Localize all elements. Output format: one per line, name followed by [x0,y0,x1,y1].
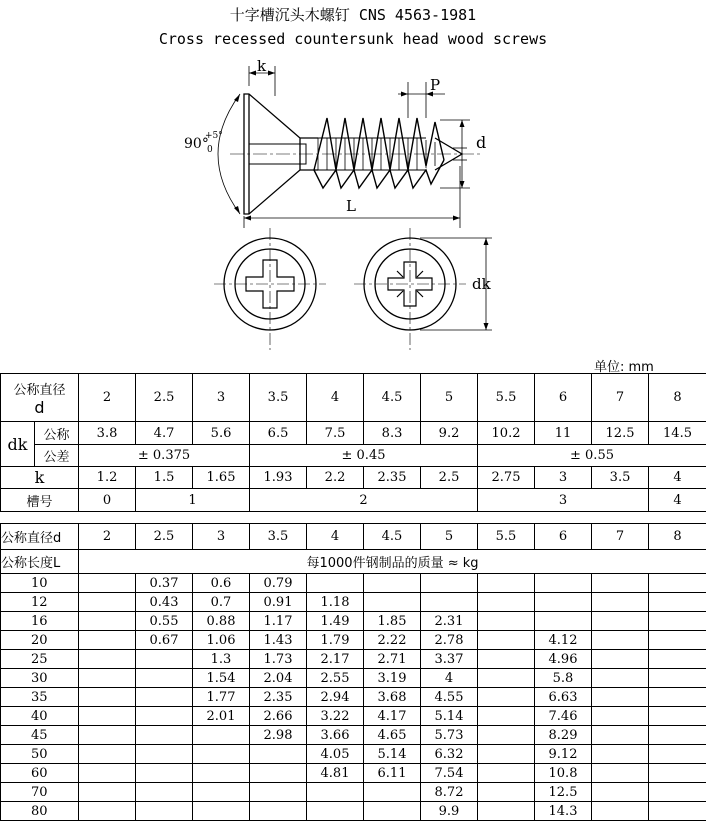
mass-cell: 1.18 [307,593,364,612]
cell: 2.75 [478,467,535,489]
mass-cell [193,745,250,764]
mass-cell [136,764,193,783]
mass-cell [136,783,193,802]
mass-row [1,783,706,802]
mass-cell: 3.19 [364,669,421,688]
mass-cell [592,783,649,802]
length-cell: 80 [1,802,79,821]
label-nominal-diameter: 公称直径 d [1,374,79,422]
mass-cell [478,593,535,612]
mass-cell: 4 [421,669,478,688]
mass-cell [649,574,706,593]
row-d [1,374,706,422]
mass-row [1,669,706,688]
mass-cell: 9.9 [421,802,478,821]
mass-cell [592,764,649,783]
cell: 6.5 [250,422,307,445]
mass-cell [79,612,136,631]
mass-cell [478,745,535,764]
mass-cell: 1.49 [307,612,364,631]
mass-cell [79,764,136,783]
mass-cell [478,631,535,650]
cell: 5 [421,524,478,550]
mass-cell: 14.3 [535,802,592,821]
length-cell: 60 [1,764,79,783]
mass-table [0,523,706,821]
mass-cell [79,669,136,688]
mass-cell [592,574,649,593]
cell: 4 [649,467,706,489]
mass-cell: 6.11 [364,764,421,783]
mass-cell: 3.37 [421,650,478,669]
mass-cell: 0.6 [193,574,250,593]
mass-cell [649,745,706,764]
mass-cell [649,593,706,612]
mass-cell: 0.7 [193,593,250,612]
head-top-view-pozi [354,228,466,350]
mass-cell [592,726,649,745]
angle-tolerance-lower: 0 [207,145,213,155]
cell: 8 [649,524,706,550]
mass-cell [136,745,193,764]
mass-cell [79,783,136,802]
cell: 3 [193,374,250,422]
label-d: d [476,133,487,152]
mass-cell: 2.01 [193,707,250,726]
mass-cell: 2.31 [421,612,478,631]
row-slot [1,489,706,512]
length-cell: 40 [1,707,79,726]
mass-cell: 0.88 [193,612,250,631]
mass-cell: 0.55 [136,612,193,631]
cell: ± 0.45 [250,445,478,467]
mass-cell [478,650,535,669]
mass-cell [79,802,136,821]
cell: 2 [79,524,136,550]
label-dk: dk [472,275,491,293]
mass-cell [649,650,706,669]
row-dk-tolerance [1,445,706,467]
angle-tolerance-upper: +5° [205,131,223,141]
mass-cell [193,783,250,802]
mass-cell: 2.78 [421,631,478,650]
mass-cell [421,593,478,612]
length-cell: 16 [1,612,79,631]
mass-cell: 1.17 [250,612,307,631]
mass-cell [649,688,706,707]
cell: 3 [193,524,250,550]
cell: 5 [421,374,478,422]
mass-cell: 1.79 [307,631,364,650]
mass-cell: 2.17 [307,650,364,669]
mass-cell: 0.91 [250,593,307,612]
mass-cell: 0.37 [136,574,193,593]
mass-cell: 1.85 [364,612,421,631]
mass-cell: 8.29 [535,726,592,745]
mass-cell [649,764,706,783]
mass-cell [136,726,193,745]
cell: 2.5 [136,374,193,422]
label-L: L [346,197,356,215]
mass-cell [649,669,706,688]
mass-cell [478,612,535,631]
label-dk-nominal: 公称 [35,422,79,445]
mass-cell: 4.81 [307,764,364,783]
cell: 7.5 [307,422,364,445]
mass-cell [535,593,592,612]
cell: 3 [478,489,649,512]
mass-cell: 4.05 [307,745,364,764]
cell: 7 [592,374,649,422]
mass-cell: 4.65 [364,726,421,745]
mass-cell [307,802,364,821]
mass-cell: 5.14 [364,745,421,764]
cell: 4.5 [364,374,421,422]
mass-cell [193,802,250,821]
unit-label: 单位: mm [594,360,654,375]
mass-cell [79,726,136,745]
cell: 4 [307,524,364,550]
cell: 3.5 [592,467,649,489]
mass-cell [478,783,535,802]
angle-main: 90° [184,136,209,152]
cell: 12.5 [592,422,649,445]
mass-cell [478,574,535,593]
mass-cell: 2.55 [307,669,364,688]
title-chinese: 十字槽沉头木螺钉 CNS 4563-1981 [229,6,477,24]
mass-cell [79,745,136,764]
mass-cell [592,650,649,669]
mass-cell [79,650,136,669]
mass-cell [592,802,649,821]
mass-row [1,764,706,783]
mass-row [1,650,706,669]
cell: 4 [649,489,706,512]
mass-cell [136,669,193,688]
mass-cell: 5.8 [535,669,592,688]
mass-cell: 7.46 [535,707,592,726]
mass-cell [478,802,535,821]
cell: 9.2 [421,422,478,445]
mass-cell [535,612,592,631]
mass-cell [649,726,706,745]
mass-cell: 1.43 [250,631,307,650]
mass-cell [421,574,478,593]
length-cell: 30 [1,669,79,688]
cell: 2.35 [364,467,421,489]
mass-cell: 10.8 [535,764,592,783]
mass-cell: 8.72 [421,783,478,802]
length-cell: 10 [1,574,79,593]
mass-cell: 1.3 [193,650,250,669]
mass-cell [364,802,421,821]
mass-cell [364,783,421,802]
mass-cell [592,669,649,688]
row-mass-d [1,524,706,550]
mass-cell [250,802,307,821]
dimension-table [0,373,706,512]
mass-cell: 1.54 [193,669,250,688]
cell: 8 [649,374,706,422]
cell: 1.2 [79,467,136,489]
mass-row [1,745,706,764]
cell: 8.3 [364,422,421,445]
mass-cell: 2.66 [250,707,307,726]
cell: 14.5 [649,422,706,445]
mass-cell: 3.22 [307,707,364,726]
mass-cell [79,688,136,707]
mass-cell: 1.73 [250,650,307,669]
label-slot-number: 槽号 [1,489,79,512]
mass-cell [79,574,136,593]
length-cell: 70 [1,783,79,802]
mass-cell [307,783,364,802]
label-nominal-length: 公称长度L [1,550,79,574]
row-mass-caption [1,550,706,574]
cell: 3 [535,467,592,489]
mass-cell: 0.67 [136,631,193,650]
cell: 5.5 [478,374,535,422]
cell: 10.2 [478,422,535,445]
mass-cell [307,574,364,593]
mass-cell [649,802,706,821]
title-english: Cross recessed countersunk head wood screws [158,30,548,48]
mass-cell [136,650,193,669]
length-cell: 50 [1,745,79,764]
mass-cell: 4.55 [421,688,478,707]
cell: 3.8 [79,422,136,445]
mass-cell: 4.12 [535,631,592,650]
mass-cell: 6.32 [421,745,478,764]
screw-threads [314,118,444,188]
cell: 2.5 [421,467,478,489]
cell: 11 [535,422,592,445]
mass-cell [193,764,250,783]
mass-row [1,574,706,593]
cell: 1.93 [250,467,307,489]
label-k: k [257,57,267,75]
cell: 6 [535,524,592,550]
mass-row [1,726,706,745]
mass-cell [250,764,307,783]
mass-cell [478,688,535,707]
mass-cell [592,612,649,631]
mass-cell: 5.73 [421,726,478,745]
label-P: P [430,76,441,94]
mass-cell: 1.77 [193,688,250,707]
mass-cell [79,593,136,612]
mass-cell [649,631,706,650]
cell: ± 0.55 [478,445,706,467]
head-top-view-cross [214,228,326,350]
label-nominal-diameter-d: 公称直径d [1,524,79,550]
mass-caption: 每1000件钢制品的质量 ≈ kg [79,550,706,574]
mass-cell [592,593,649,612]
mass-cell [79,707,136,726]
cell: 7 [592,524,649,550]
mass-cell [136,802,193,821]
cell: 4.7 [136,422,193,445]
mass-cell [478,707,535,726]
cell: 1 [136,489,250,512]
mass-cell [592,745,649,764]
mass-cell: 4.96 [535,650,592,669]
length-cell: 25 [1,650,79,669]
mass-cell: 6.63 [535,688,592,707]
length-cell: 35 [1,688,79,707]
mass-cell: 2.22 [364,631,421,650]
cell: 3.5 [250,524,307,550]
mass-cell [136,688,193,707]
cell: 6 [535,374,592,422]
mass-cell [478,669,535,688]
cell: 1.65 [193,467,250,489]
mass-cell: 2.35 [250,688,307,707]
mass-cell [535,574,592,593]
cell: 0 [79,489,136,512]
mass-cell: 1.06 [193,631,250,650]
cell: 1.5 [136,467,193,489]
mass-row [1,593,706,612]
row-dk-nominal [1,422,706,445]
row-k [1,467,706,489]
cell: 5.5 [478,524,535,550]
length-cell: 20 [1,631,79,650]
mass-cell: 0.43 [136,593,193,612]
mass-cell: 2.71 [364,650,421,669]
mass-cell [250,745,307,764]
mass-cell: 2.98 [250,726,307,745]
mass-cell [364,574,421,593]
cell: 5.6 [193,422,250,445]
label-dk: dk [1,422,35,467]
mass-cell: 4.17 [364,707,421,726]
cell: ± 0.375 [79,445,250,467]
length-cell: 45 [1,726,79,745]
mass-cell [79,631,136,650]
mass-row [1,688,706,707]
mass-cell: 0.79 [250,574,307,593]
mass-cell: 3.68 [364,688,421,707]
cell: 4.5 [364,524,421,550]
mass-cell [136,707,193,726]
mass-row [1,612,706,631]
screw-technical-drawing [0,56,706,352]
cell: 2.2 [307,467,364,489]
mass-cell [592,707,649,726]
mass-cell: 2.04 [250,669,307,688]
mass-cell [649,707,706,726]
mass-cell: 12.5 [535,783,592,802]
cell: 2 [250,489,478,512]
mass-cell: 7.54 [421,764,478,783]
mass-cell: 2.94 [307,688,364,707]
mass-row [1,631,706,650]
cell: 2.5 [136,524,193,550]
mass-cell [649,612,706,631]
cell: 3.5 [250,374,307,422]
mass-row [1,802,706,821]
label-dk-tolerance: 公差 [35,445,79,467]
mass-cell [592,631,649,650]
mass-cell [478,764,535,783]
mass-row [1,707,706,726]
mass-cell [250,783,307,802]
mass-cell [364,593,421,612]
mass-cell: 9.12 [535,745,592,764]
mass-cell [193,726,250,745]
label-k: k [1,467,79,489]
mass-cell: 5.14 [421,707,478,726]
cell: 2 [79,374,136,422]
length-cell: 12 [1,593,79,612]
mass-cell [478,726,535,745]
cell: 4 [307,374,364,422]
mass-cell [649,783,706,802]
mass-cell [592,688,649,707]
mass-cell: 3.66 [307,726,364,745]
